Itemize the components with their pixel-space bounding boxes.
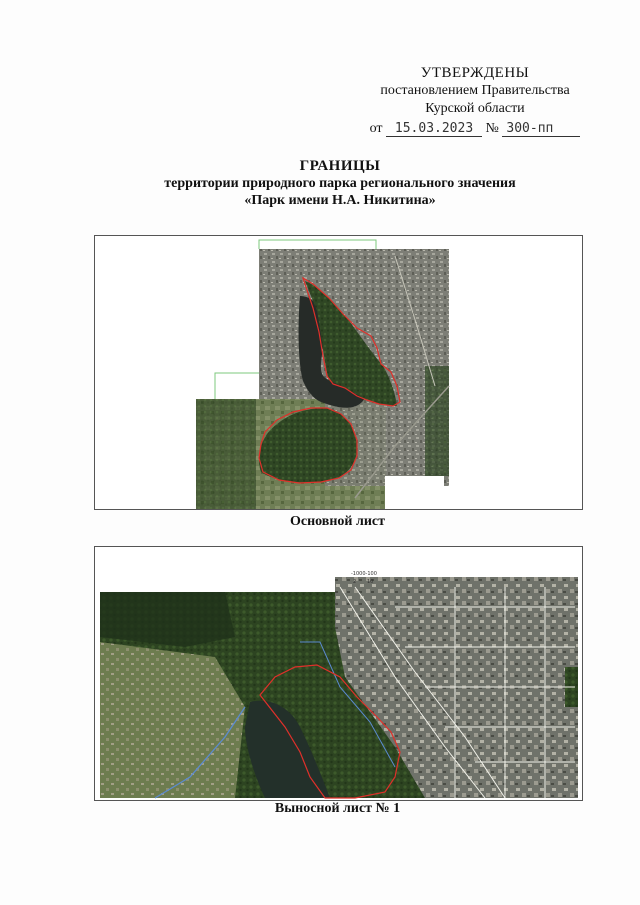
- date-prefix: от: [369, 121, 383, 136]
- main-map-woods-east: [425, 366, 449, 476]
- extension-map-forest-nw: [100, 592, 235, 647]
- approval-line-2: Курской области: [425, 101, 525, 116]
- document-title: [100, 158, 580, 209]
- extension-map-caption: Выносной лист № 1: [274, 801, 401, 816]
- title-line-1: ГРАНИЦЫ: [299, 158, 381, 174]
- extension-map-label-c: 10: [367, 579, 374, 585]
- main-map-sheet-outline-top: [259, 240, 376, 249]
- decree-number: 300-пп: [502, 121, 580, 137]
- decree-date-line: [350, 120, 600, 138]
- main-map-caption: Основной лист: [289, 514, 386, 529]
- approval-line-1: постановлением Правительства: [380, 83, 570, 98]
- extension-map-label-b: 2: [353, 579, 357, 585]
- title-line-2: территории природного парка регионального значения: [164, 176, 516, 191]
- main-map-sheet-outline-left: [215, 373, 259, 399]
- main-map-woods-west: [196, 399, 256, 509]
- main-map-empty-corner: [385, 476, 444, 509]
- extension-map-label-a: -1000-100: [351, 571, 377, 577]
- main-map-frame: [94, 235, 583, 510]
- extension-map-frame: [94, 546, 583, 801]
- decree-date: 15.03.2023: [386, 121, 482, 137]
- approval-heading: УТВЕРЖДЕНЫ: [420, 65, 530, 81]
- extension-map: [95, 547, 582, 800]
- approval-stamp: [350, 64, 600, 138]
- main-map: [95, 236, 582, 509]
- number-prefix: №: [485, 121, 499, 136]
- title-line-3: «Парк имени Н.А. Никитина»: [244, 193, 436, 208]
